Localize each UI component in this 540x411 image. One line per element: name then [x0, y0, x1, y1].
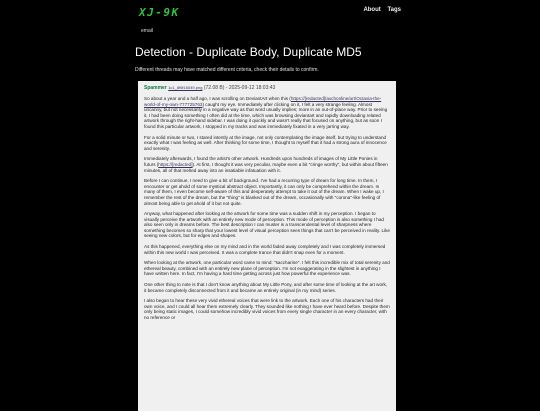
post-header: Spammer 1c1_8f6f16049.png (72.08 B) - 2025-09-12 18:03:43: [144, 85, 276, 91]
nav-tags-link[interactable]: Tags: [387, 7, 401, 13]
post-file-meta: (72.08 B): [203, 85, 225, 91]
post-paragraph: One other thing to note is that I don't know anything about My Little Pony, and after some time of looking at the art work, it became completely disconnected from it and became an entirely original (in my mind) series.: [144, 282, 388, 293]
post-paragraph: I also began to hear these very vivid ethereal voices that were link to the artwork. Each one of his characters had their own voice, and I could all hear them extremely clearly. They sounded like nothing I have ever heard before. Despite them only being static images, I could somehow incredibly vivid voices from every single character in an every character, with no reference or: [144, 298, 390, 320]
post-paragraph: Before I can continue, I need to give a bit of background. I've had a recurring type of dream for long time. In them, I encounter or get ahold of some mystical abstract object. Importantly, it can only be comprehend within the dream. In many of them, I even become self-aware of this and desperately attempt to take it out of the dream. When I wake up, I remember the rest of the dream, but the "thing" is blanked out of the dream, occasionally with "corona"-like feeling of almost being able to get ahold of it but not quite.: [144, 178, 384, 206]
post-link[interactable]: https://[redacted]: [158, 161, 193, 167]
nav-email-link[interactable]: email: [141, 28, 153, 34]
paragraph-text: Immediately afterwards, I found the artist's other artwork. Hundreds upon hundreds of images of My Little Ponies in futurs (: [144, 156, 378, 167]
top-nav: [358, 7, 401, 13]
paragraph-text: ). At first, I thought it was very peculiar, maybe even a bit "cringe worthy", but within about fifteen minutes, all of that melted away into an insatiable infatuation with it.: [144, 161, 388, 173]
post-link[interactable]: https://[redacted]/avchonline/art/Octavia-the-world-of-my-own-777725763: [144, 96, 382, 107]
nav-about-link[interactable]: About: [363, 7, 381, 13]
page-title: Detection - Duplicate Body, Duplicate MD5: [135, 45, 362, 59]
paragraph-text: So about a year and a half ago, I was scrolling on DeviantArt when this (: [144, 96, 291, 101]
post-paragraph: Anyway, what happened after looking at the artwork for some time was a sudden shift in my perception. I began to visually perceive the artwork with an entirely new mode of perception. This mode of perception is also something I had also seen only in dreams before. The best description I can muster is a transcendental level of sharpness where something becomes so sharp that your lowest level of visual perception sees things that can't be perceived in reality. Like seeing new colors, but for edges and shapes.: [144, 211, 390, 239]
post-paragraph: [144, 156, 390, 173]
post-paragraph: [144, 96, 390, 130]
post-timestamp: 2025-09-12 18:03:43: [228, 85, 276, 91]
page-subtitle: Different threads may have matched different criteria, check their details to confirm.: [135, 67, 319, 73]
paragraph-text: ) caught my eye. Immediately after clicking on it, I felt a very strange feeling. Almost uncanny, but not necessarily in a negative way as that word usually implies; more in an out-of-place way. Prior to seeing it, I had been doing something I often did at the time, which was browsing deviantart and rapidly downloading related artwork through the right-hand sidebar. I was doing it quickly and wasn't really that focused on anything, but as soon I found this particular artwork, I stopped in my tracks and was immediately fixated in a very jarring way.: [144, 101, 388, 129]
post-filename-link[interactable]: 1c1_8f6f16049.png: [168, 85, 203, 90]
post-card: [138, 81, 396, 411]
post-paragraph: As this happened, everything else on my mind and in the world faded away completely and I was completely immersed within this new world I was perceived. It was a complete trance that didn't snap even for a moment.: [144, 244, 386, 255]
post-paragraph: When looking at the artwork, one particular word came to mind: "saccharine". I felt this incredible mix of total serenity and ethereal beauty, combined with an entirely new plane of perception. I'm not exaggerating in the slightest in anything I have written here. In fact, I'm having a hard time getting across just how powerful the experience was.: [144, 260, 390, 277]
post-author: Spammer: [144, 85, 167, 91]
post-paragraph: For a solid minute or two, I stared intently at the image, not only contemplating the image itself, but trying to understand exactly what I was feeling as well. After thinking for some time, I thought to myself that it had a strong aura of innocence and serenity.: [144, 134, 387, 151]
site-logo[interactable]: XJ-9K: [139, 6, 180, 19]
